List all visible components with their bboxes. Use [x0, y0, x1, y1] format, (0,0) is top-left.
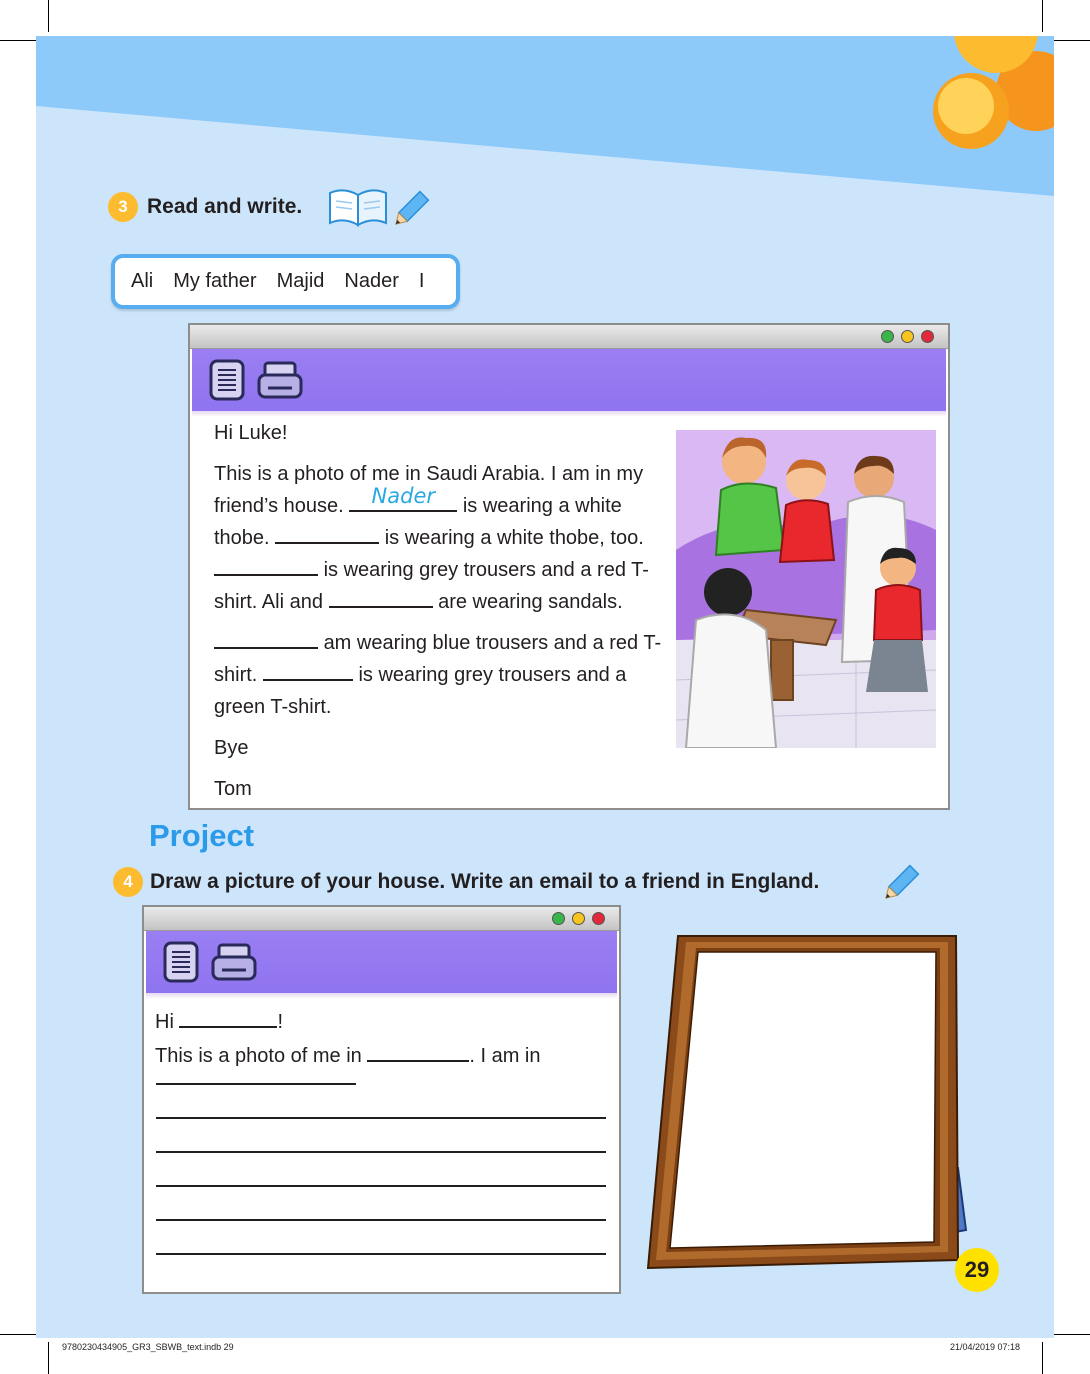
crop-mark: [1042, 0, 1043, 32]
email-signature: Tom: [214, 778, 252, 800]
crop-mark: [1052, 1334, 1090, 1335]
book-icon: [326, 185, 390, 229]
red-dot-icon: [592, 912, 605, 925]
project-instruction: Draw a picture of your house. Write an email to a friend in England.: [150, 870, 820, 893]
word-bank-item: Ali: [131, 270, 154, 292]
yellow-dot-icon: [572, 912, 585, 925]
project-email-line: [155, 1039, 615, 1073]
document-icon: [208, 359, 248, 401]
printer-icon: [256, 361, 304, 401]
email-toolbar: [192, 349, 946, 411]
crop-mark: [48, 0, 49, 32]
exercise-number-badge: 3: [108, 192, 138, 222]
word-bank: [111, 254, 460, 309]
exercise-instruction: Read and write.: [147, 195, 303, 218]
print-slug: 21/04/2019 07:18: [950, 1342, 1021, 1352]
project-title: Project: [149, 818, 255, 853]
answer-blank[interactable]: [367, 1040, 469, 1062]
window-title-bar: [144, 907, 619, 931]
email-text: This is a photo of me in Saudi Arabia. I am in my friend’s house.: [214, 463, 644, 517]
green-dot-icon: [552, 912, 565, 925]
email-paragraph-1: [214, 458, 676, 618]
answer-blank[interactable]: [214, 627, 318, 649]
red-dot-icon: [921, 330, 934, 343]
pencil-icon: [388, 188, 432, 232]
project-email-window: [142, 905, 621, 1294]
empty-picture-frame[interactable]: [640, 930, 980, 1275]
word-bank-item: Nader: [344, 270, 399, 292]
writing-line[interactable]: [156, 1083, 356, 1085]
family-room-illustration: [676, 430, 936, 748]
crop-mark: [1052, 40, 1090, 41]
project-email-body: [155, 1005, 615, 1073]
email-text: !: [277, 1011, 284, 1033]
writing-line[interactable]: [156, 1253, 606, 1255]
window-title-bar: [190, 325, 948, 349]
writing-line[interactable]: [156, 1219, 606, 1221]
crop-mark: [0, 40, 38, 41]
print-slug: 9780230434905_GR3_SBWB_text.indb 29: [62, 1342, 234, 1352]
printer-icon: [210, 943, 258, 983]
answer-blank[interactable]: [329, 586, 433, 608]
pencil-icon: [878, 862, 922, 906]
page-number: 29: [955, 1248, 999, 1292]
word-bank-item: I: [418, 270, 425, 292]
project-email-line: [155, 1005, 615, 1039]
handwritten-answer: Nader: [371, 484, 436, 508]
answer-blank[interactable]: [263, 659, 353, 681]
yellow-dot-icon: [901, 330, 914, 343]
email-paragraph-2: [214, 627, 676, 723]
writing-line[interactable]: [156, 1185, 606, 1187]
email-greeting: Hi Luke!: [214, 422, 288, 444]
document-icon: [162, 941, 202, 983]
green-dot-icon: [881, 330, 894, 343]
writing-line[interactable]: [156, 1117, 606, 1119]
email-window: [188, 323, 950, 810]
email-text: are wearing sandals.: [438, 591, 623, 613]
email-toolbar: [146, 931, 617, 993]
email-body: [214, 417, 676, 805]
word-bank-item: My father: [173, 270, 257, 292]
email-text: This is a photo of me in: [155, 1045, 362, 1067]
answer-blank[interactable]: [214, 554, 318, 576]
crop-mark: [1042, 1342, 1043, 1374]
answer-blank[interactable]: [179, 1006, 277, 1028]
answer-blank[interactable]: [349, 484, 457, 512]
crop-mark: [0, 1334, 38, 1335]
email-text: is wearing grey trousers and a red T-shirt. Ali and: [214, 559, 649, 613]
crop-mark: [48, 1342, 49, 1374]
email-text: is wearing a white thobe.: [214, 495, 622, 549]
email-text: . I am in: [469, 1045, 541, 1067]
answer-blank[interactable]: [275, 522, 379, 544]
word-bank-item: Majid: [276, 270, 325, 292]
exercise-number-badge: 4: [113, 867, 143, 897]
email-text: am wearing blue trousers and a red T-shirt.: [214, 632, 662, 686]
email-text: is wearing grey trousers and a green T-shirt.: [214, 664, 627, 718]
email-text: Hi: [155, 1011, 174, 1033]
writing-line[interactable]: [156, 1151, 606, 1153]
email-closing: Bye: [214, 737, 249, 759]
email-text: is wearing a white thobe, too.: [384, 527, 644, 549]
